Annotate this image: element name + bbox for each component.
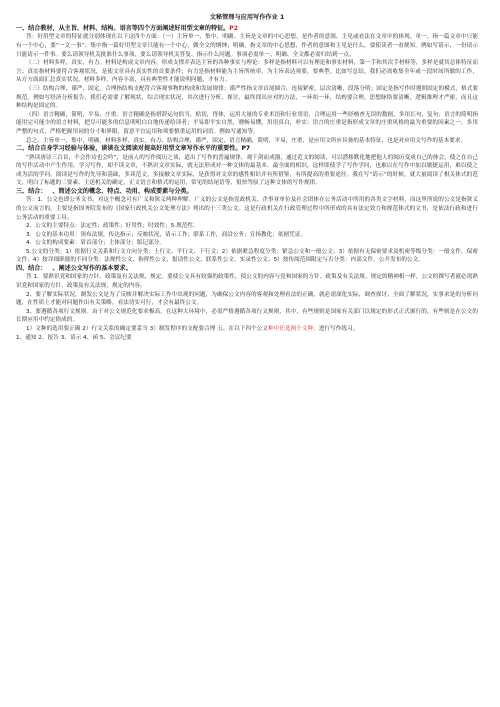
answer-3-concept: 答：1．公文也即公务文书，对这个概念可有广义和狭义两种理解。广义的公文是指党政机关、企事业单位及社会团体在公务活动中所用的各类文字材料，而这里所说的公文是指狭义的公文而言的，主要是指国务院发布的《国家行政机关公文处理方法》列出的十三类公文。这是行政机关在行政管理过程中所形成的具有法定效力和规范体式的文书，是依法行政和进行公务活动的重要工具。 [16, 197, 478, 221]
question-3-text: 、简述公文的概念、特点、功用、构成要素与分类。 [52, 187, 193, 195]
question-1-page-ref: P2 [229, 25, 238, 32]
answer-1-paragraph-3: （三）结构合理，谨严，固定。合理指结构支配符合客观事物的构成和发展规律；谨严性指文章首尾圆合，连接紧密，层次清晰，段落分明；固定是指写作时遵照固定的模式，格式要规范。例如写经济分析报告，我们必需要了解现状、综合现实状况，其次进行分析、探讨，最终找出应对的方法，一环扣一环，结构要合理，思想脉络要清晰，逻辑推理才严密，而且这种结构是固定的。 [16, 85, 478, 110]
answer-3-functions: 3．公文的基本功用：领布法规，传达指示；反映状况，请示工作；联系工作，商洽公务；宣扬教化；依据凭证。 [26, 231, 307, 238]
answer-2-paragraph: “熟读唐诗三百首，不会作诗也会吟”，是前人的写作阅历之谈，道出了写作的普遍规律。观千剑而成器，通过范文的阅读，可以潜移默化地把他人的阅历变成自己的体会，使之在自己的写作活动中产生作用，学习写作，却不读文章，不熟识文章实际，就无法形成对一种文体的最基本、最全面的相识，这样即使学了写作学问，也难以在写作中加以敏捷运用，难以使之成为活的学问。阅读是写作的先导和基础，多读范文，多接触文章实际，是获得对文章的感性相识并有所借鉴，有所提高的重要途径。我在写“请示”的时候，就大量阅读了相关体式的范文，明白了标题的三要素、主送机关的确定，正文语言和格式的运用，常见的结尾语等，很快驾驭了这种文体的写作规律。 [16, 154, 478, 187]
answer-1-paragraph-4: （四）语言精确，简明，平易，庄重。语言精确是指措辞运句恰当，贴切，得体，运用大量的专业术语和行业用语，合理运用一些经核查无误的数据，多用长句，复句；语言的简明指能用完可能少的语言材料，把尽可能多的信息明明白白地传递给读者；平易即平实自然，晓畅易懂，用语真白，朴实；语言的庄重是指形成文章的庄重风格的最为重要的因素之一，多用严整的句式，严格把握用词的分寸和界限，留意不宜运用和须要慎重运用的词语。例如写通知等。 [16, 111, 478, 135]
question-3-heading [16, 188, 478, 196]
answer-3-features: 2．公文的主要特点：法定性；政策性；好用性；时效性；5.规范性。 [26, 223, 199, 230]
document-types-list: 1、通知 2、报告 3、请示 4、函 5、会议纪要 [16, 334, 132, 341]
answer-3-classification: 5.公文的分类：1）依据行文关系和行文方向分类：上行文、平行文、下行文；2）依据紧急程度分类：紧急公文和一般公文；3）依据有无保密要求及机密等级分类：一般文件、保密文件；4）按详细职能的不同分类：法规性公文、指挥性公文、报请性公文、联系性公文、实录性公文；5）按传阅范围限定与否分类：内部文件、公开发布的公文。 [16, 248, 478, 264]
answer-1-summary: 总之，主旨单一，集中，明确，材料多样，真实，有力，结构合理，谨严，固定，语言精确，简明，平易，庄重，是应用文所应具备的基本特征，也是对应用文写作的基本要求。 [26, 137, 467, 144]
answer-3-elements: 4．公文的构成要素：眉首部分；主体部分；版记部分。 [26, 240, 166, 247]
answer-1-paragraph-2: （二）材料多样，真实，有力。材料是构成文章内容，形成支撑并表达主旨的各种事实与理论：多样是指材料可以有理论和事实材料，第一手和其次手材料等，多样是就其总体特征而言；真实指材料要符合客观状况，是使文章具有真实性的首要条件；有力是指材料能为主旨所统率，为主旨表达须要，要典型。比如写总结，我们必需收集全年或一段时间所做的工作，从方方面面汇总真实状况，材料多样，内容丰富，具有典型性才能说明问题，才有力。 [16, 60, 478, 84]
question-4-heading [16, 265, 478, 273]
answer-4-rules-and-question-5 [16, 325, 478, 334]
document-title: 文秘管理与应用写作作业 1 [209, 14, 285, 21]
question-3-prefix: 三、结合： [16, 187, 47, 195]
answer-4-point-3: 3、要遵循各项行文规则。由于对公文规范化要求极高，在这种大环境中，必需严格遵循各项行文规则，其中，有些规则是国家有关部门以规定的形式正式颁行的，有些则是在公文的长期应用中约定俗成的。 [16, 308, 478, 324]
answer-1-paragraph-1: 答：好用型文章的特征就分别体现在以下这四个方面：（一）主旨单一、集中、明确。主旨是文章的中心思想，是作者的意图、主见或看法在文章中的体现。单一，指一篇文章中只能有一个中心，要“一文一事”；集中指一篇好用型文章只能有一个中心，做全文的纲绅；明确，指文章的中心思想、作者的意图和主见是什么，要使读者一看便知。例如写请示，一份请示只能请示一件事。要么请领导机关批准什么事项，要么请领导机关答复、指示什么问题。事项必需单一、明确、全文都必需归结到一点。 [16, 34, 478, 58]
question-1-heading [16, 25, 478, 33]
question-2-page-ref: P7 [241, 145, 251, 153]
question-4-prefix: 四、结合： [16, 265, 47, 273]
answer-4-point-1: 答 1．要熟识党和国家的方针、政策及有关法规、规定。要使公文具有较强的政策性，使公文的内容与党和国家的方针、政策及有关法规、规定的精神相一样，公文的撰写者就必需熟识党和国家的方针、政策及有关法规、规定的内容。 [16, 274, 478, 290]
question-1-text: 一、结合教材，从主旨、材料、结构、语言等四个方面阐述好用型文章的特征。 [16, 25, 230, 32]
question-5-tail: 进行写作练习。 [318, 326, 359, 333]
rules-list: 1）文种的选用要正确 2）行文关系的确定要妥当 3）制发程序的支配要合理 五、在以下四个公文 [26, 326, 269, 333]
answer-4-point-2: 2、要了解实际状况。制发公文是为了反映并解决实际工作中出现的问题，为确保公文内容的客观和处理看法的正确，就必需深化实际，调查探讨，全面了解状况，实事求是的分析问题，在性质上才能对问题作出有关策略，看法切实可行，才会有最终公文。 [16, 291, 478, 307]
question-2-heading [16, 145, 478, 153]
question-4-text: 、阐述公文写作的基本要求。 [52, 265, 132, 273]
question-5-highlight: 种中任选两个文种， [268, 326, 319, 333]
question-2-text: 二、结合自身学习经验与体验，谈谈在文阅读对提高好用型文章写作水平的重要性。 [16, 145, 242, 153]
